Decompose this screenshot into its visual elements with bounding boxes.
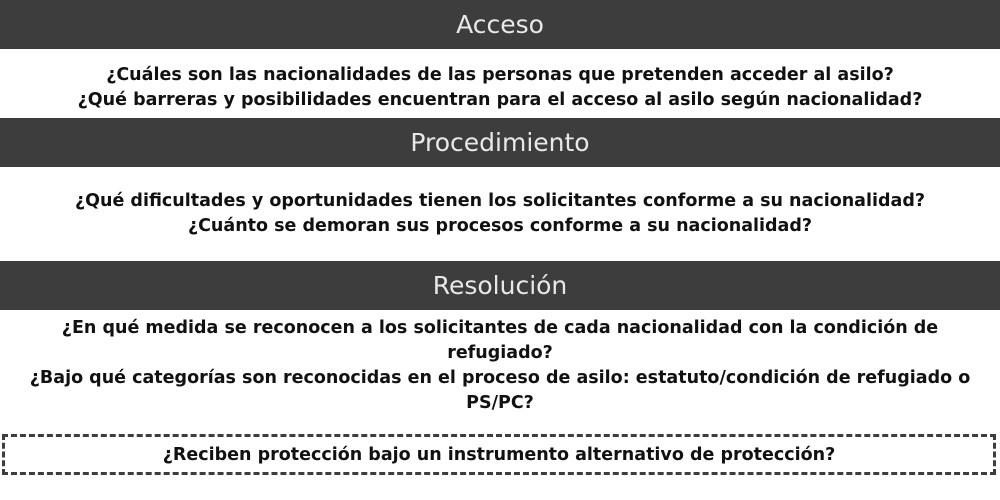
question-text: ¿Qué dificultades y oportunidades tienen los solicitantes conforme a su nacionalidad? [74, 191, 926, 211]
alternative-protection-question: ¿Reciben protección bajo un instrumento alternativo de protección? [162, 444, 836, 465]
section-header-resolucion [0, 261, 1000, 310]
section-title: Acceso [456, 10, 544, 39]
section-header-acceso [0, 0, 1000, 49]
section-questions-acceso [20, 63, 980, 113]
section-title: Procedimiento [410, 128, 590, 157]
alternative-protection-box [2, 434, 996, 475]
question-text: ¿En qué medida se reconocen a los solicitantes de cada nacionalidad con la condición de refugiado? [61, 318, 939, 363]
question-text: ¿Cuáles son las nacionalidades de las personas que pretenden acceder al asilo? [106, 65, 894, 85]
section-header-procedimiento [0, 118, 1000, 167]
question-text: ¿Cuánto se demoran sus procesos conforme a su nacionalidad? [187, 216, 813, 236]
question-text: ¿Bajo qué categorías son reconocidas en el proceso de asilo: estatuto/condición de refugiado o PS/PC? [29, 368, 971, 413]
question-text: ¿Qué barreras y posibilidades encuentran para el acceso al asilo según nacionalidad? [77, 90, 923, 110]
section-questions-procedimiento [20, 189, 980, 239]
section-questions-resolucion [20, 316, 980, 416]
section-title: Resolución [432, 271, 568, 300]
